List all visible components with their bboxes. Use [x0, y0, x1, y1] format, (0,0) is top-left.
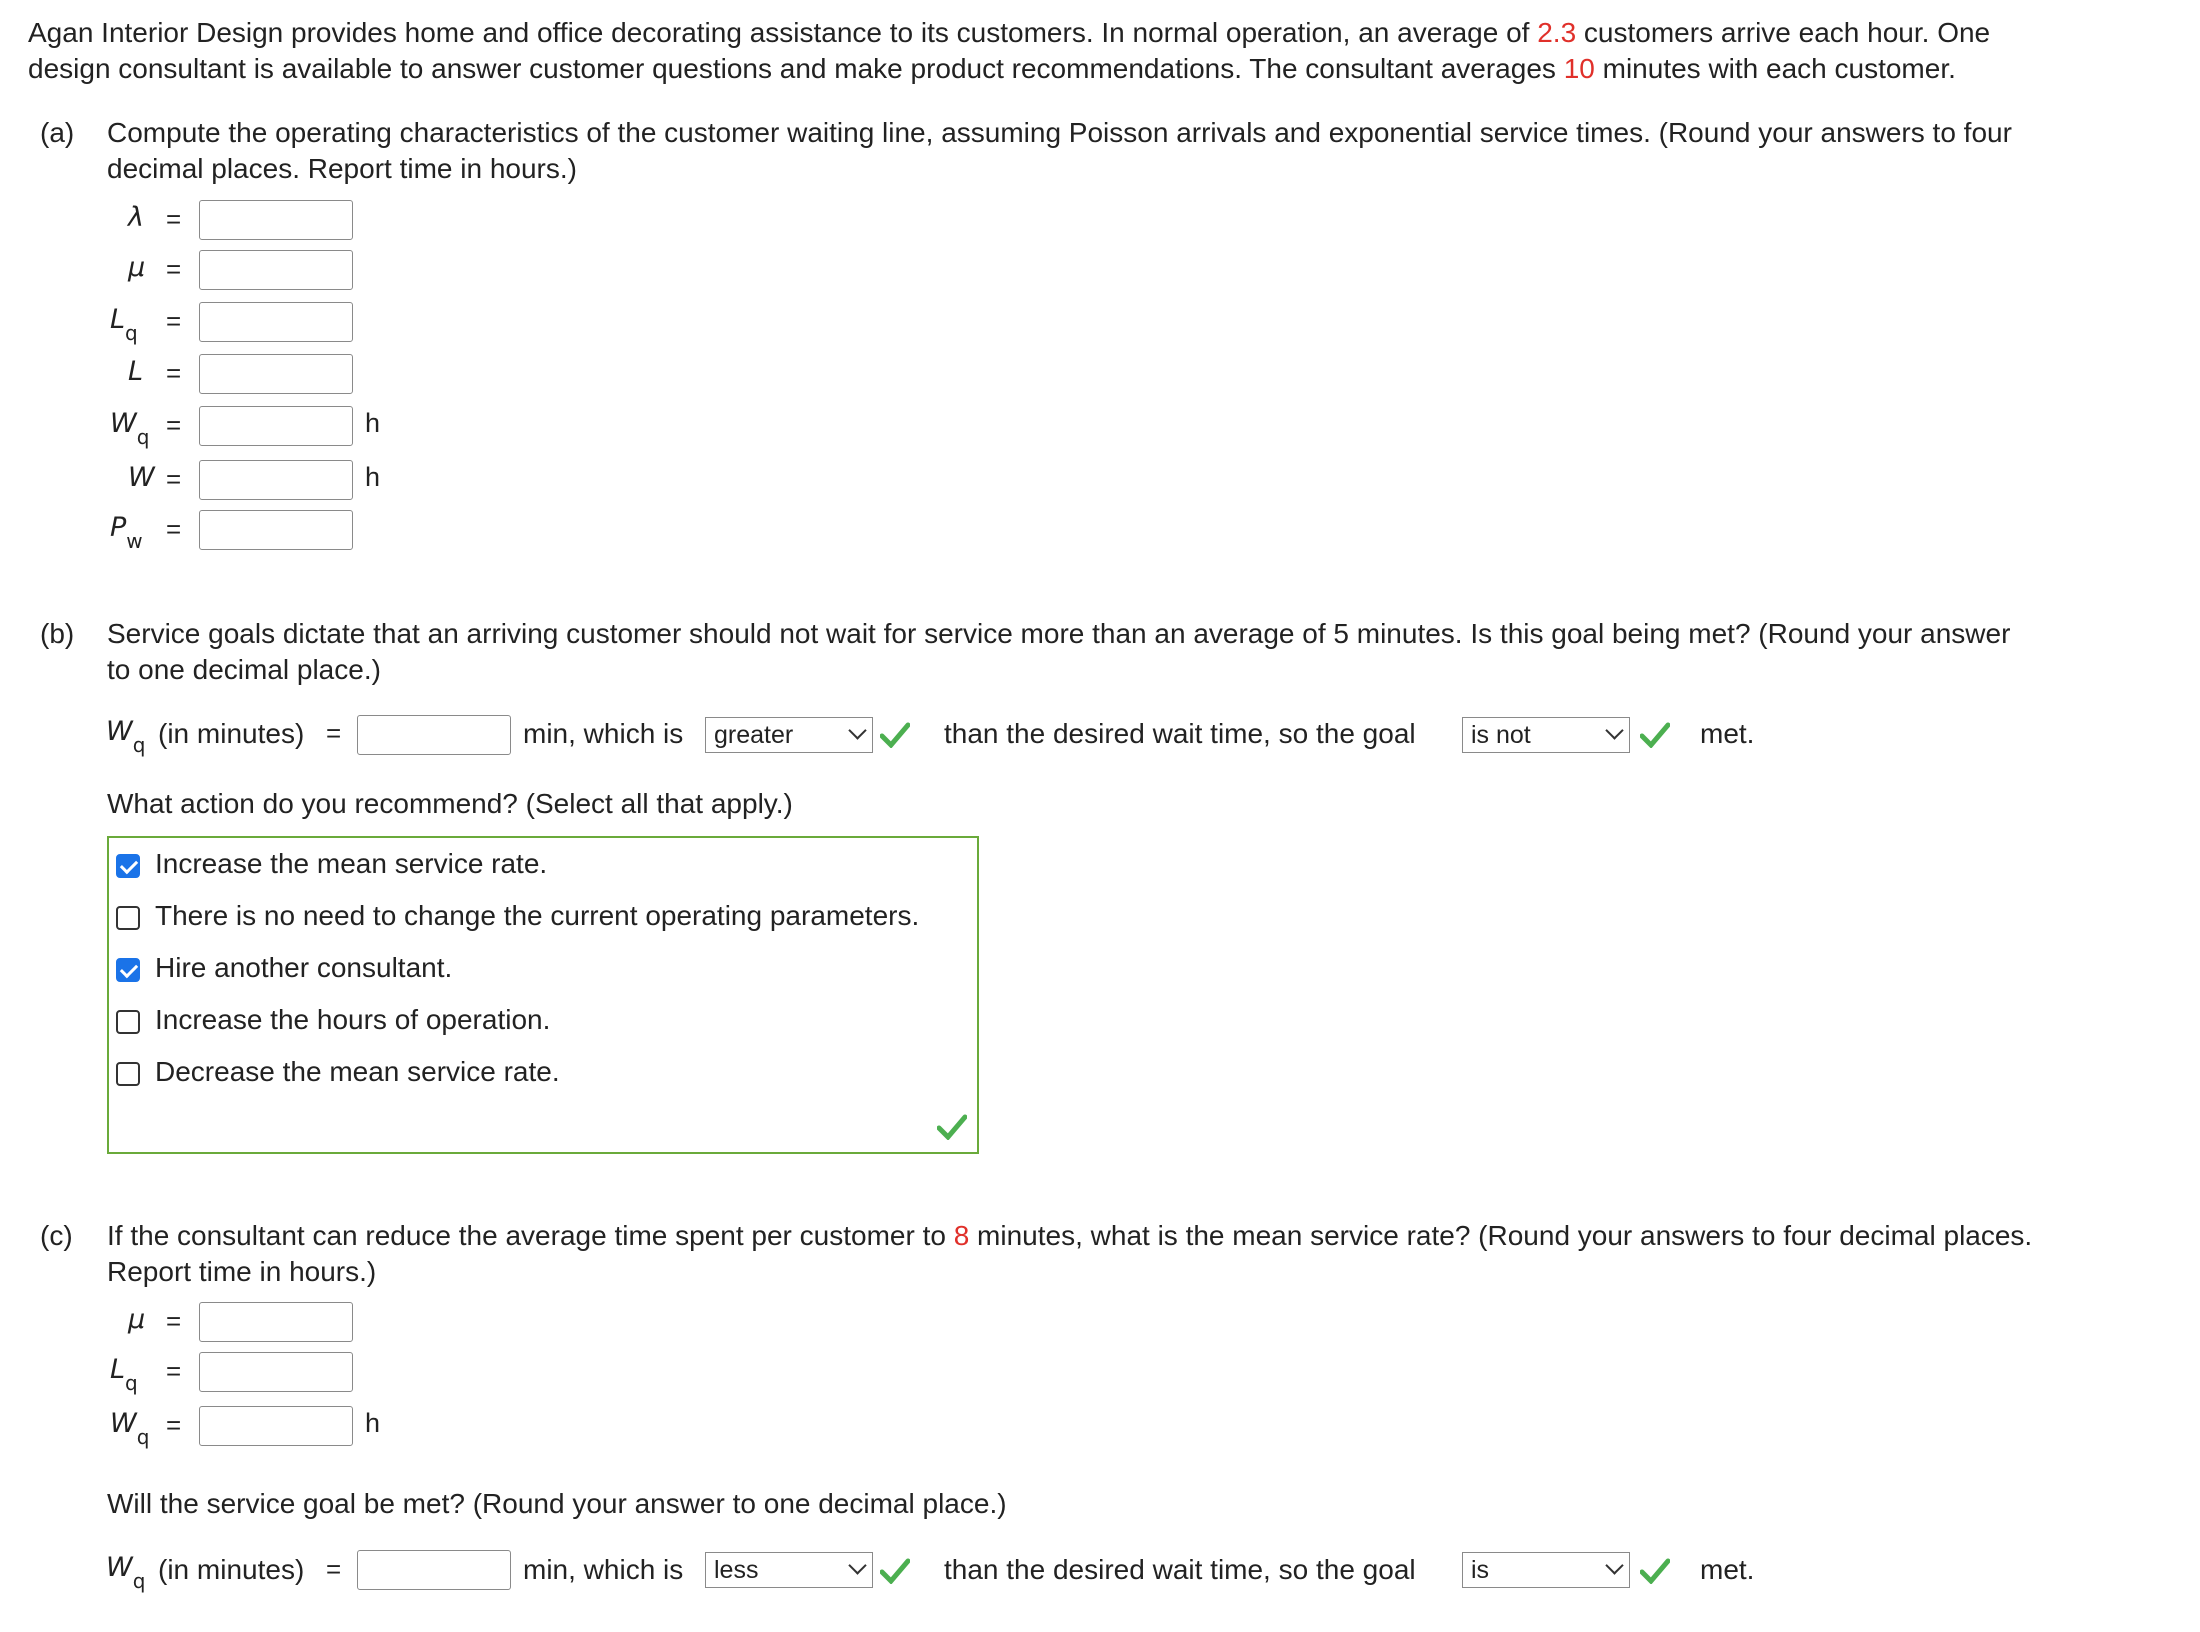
action-option-label[interactable]: Increase the mean service rate. [155, 848, 548, 879]
part-b-goal-select[interactable]: is not [1462, 717, 1630, 753]
unit-hours-label: h [365, 408, 381, 438]
part-c-symbol-1: $L_q$ [110, 1354, 138, 1395]
part-a-answer-input-4[interactable] [199, 406, 353, 446]
intro-line-1: Agan Interior Design provides home and office decorating assistance to its customers. In normal operation, an average of 2.3 customers arrive each hour. One [28, 17, 1991, 48]
action-checkbox-3[interactable] [116, 1010, 140, 1034]
part-a-answer-input-0[interactable] [199, 200, 353, 240]
min-which-text: min, which is [523, 718, 684, 749]
equals-sign: = [166, 464, 182, 494]
min-which-text: min, which is [523, 1554, 684, 1585]
than-goal-text: than the desired wait time, so the goal [944, 1554, 1416, 1585]
part-c-question: Will the service goal be met? (Round your answer to one decimal place.) [107, 1488, 1007, 1519]
part-a-symbol-6: $P_w$ [110, 512, 143, 553]
part-a-tag: (a) [40, 117, 75, 148]
service-minutes-value: 10 [1563, 53, 1595, 84]
equals-sign: = [326, 1554, 342, 1584]
part-b-action-question: What action do you recommend? (Select all that apply.) [107, 788, 793, 819]
action-option-label[interactable]: There is no need to change the current operating parameters. [155, 900, 920, 931]
part-b-instructions: Service goals dictate that an arriving customer should not wait for service more than an average of 5 minutes. Is this goal being met? (Round your answer to one decimal place.) [107, 618, 2011, 685]
part-a-symbol-3: L [128, 356, 144, 387]
equals-sign: = [166, 1410, 182, 1440]
part-b-wq-symbol: $W_q$ [106, 716, 146, 757]
part-a-symbol-2: $L_q$ [110, 304, 138, 345]
equals-sign: = [166, 306, 182, 336]
part-a-answer-input-1[interactable] [199, 250, 353, 290]
equals-sign: = [166, 410, 182, 440]
part-a-answer-input-5[interactable] [199, 460, 353, 500]
part-b-compare-select[interactable]: greater [705, 717, 873, 753]
chevron-down-icon [848, 721, 866, 739]
correct-check-icon [937, 1114, 967, 1140]
met-text: met. [1700, 718, 1755, 749]
equals-sign: = [166, 254, 182, 284]
chevron-down-icon [1605, 1556, 1623, 1574]
part-b-wq-label: (in minutes) [158, 718, 305, 749]
action-option-label[interactable]: Increase the hours of operation. [155, 1004, 551, 1035]
part-a-answer-input-6[interactable] [199, 510, 353, 550]
part-c-instructions: If the consultant can reduce the average time spent per customer to 8 minutes, what is the mean service rate? (Round your answers to four decimal places. Report time in hours.) [107, 1220, 2033, 1287]
equals-sign: = [166, 1306, 182, 1336]
arrival-rate-value: 2.3 [1537, 17, 1577, 48]
part-a-answer-input-2[interactable] [199, 302, 353, 342]
than-goal-text: than the desired wait time, so the goal [944, 718, 1416, 749]
equals-sign: = [326, 718, 342, 748]
action-checkbox-1[interactable] [116, 906, 140, 930]
action-option-label[interactable]: Decrease the mean service rate. [155, 1056, 560, 1087]
unit-hours-label: h [365, 1408, 381, 1438]
intro-line-2: design consultant is available to answer customer questions and make product recommendations. The consultant averages 10 minutes with each customer. [28, 53, 1956, 84]
equals-sign: = [166, 358, 182, 388]
correct-check-icon [1640, 1558, 1670, 1584]
chevron-down-icon [848, 1556, 866, 1574]
correct-check-icon [880, 722, 910, 748]
action-checkbox-group [107, 836, 979, 1154]
part-c-answer-input-0[interactable] [199, 1302, 353, 1342]
part-a-symbol-5: W [128, 462, 155, 493]
part-c-wq-label: (in minutes) [158, 1554, 305, 1585]
correct-check-icon [1640, 722, 1670, 748]
problem-intro [28, 15, 2188, 87]
part-c-answer-input-1[interactable] [199, 1352, 353, 1392]
part-a-symbol-1: μ [128, 252, 146, 283]
part-c-wq-minutes-input[interactable] [357, 1550, 511, 1590]
met-text: met. [1700, 1554, 1755, 1585]
part-c-tag: (c) [40, 1220, 73, 1251]
part-a-symbol-0: λ [128, 202, 144, 233]
part-c-compare-select[interactable]: less [705, 1552, 873, 1588]
part-c-wq-symbol: $W_q$ [106, 1552, 146, 1593]
reduced-minutes-value: 8 [953, 1220, 970, 1251]
action-option-label[interactable]: Hire another consultant. [155, 952, 453, 983]
part-c-symbol-0: μ [128, 1304, 146, 1335]
part-c-goal-select[interactable]: is [1462, 1552, 1630, 1588]
action-checkbox-0[interactable] [116, 854, 140, 878]
action-checkbox-2[interactable] [116, 958, 140, 982]
part-a-symbol-4: $W_q$ [110, 408, 150, 449]
correct-check-icon [880, 1558, 910, 1584]
part-a-instructions: Compute the operating characteristics of the customer waiting line, assuming Poisson arrivals and exponential service times. (Round your answers to four decimal places. Report time in hours.) [107, 117, 2012, 184]
chevron-down-icon [1605, 721, 1623, 739]
equals-sign: = [166, 514, 182, 544]
equals-sign: = [166, 204, 182, 234]
part-b-tag: (b) [40, 618, 75, 649]
part-c-answer-input-2[interactable] [199, 1406, 353, 1446]
unit-hours-label: h [365, 462, 381, 492]
part-c-symbol-2: $W_q$ [110, 1408, 150, 1449]
equals-sign: = [166, 1356, 182, 1386]
part-b-wq-minutes-input[interactable] [357, 715, 511, 755]
action-checkbox-4[interactable] [116, 1062, 140, 1086]
part-a-answer-input-3[interactable] [199, 354, 353, 394]
